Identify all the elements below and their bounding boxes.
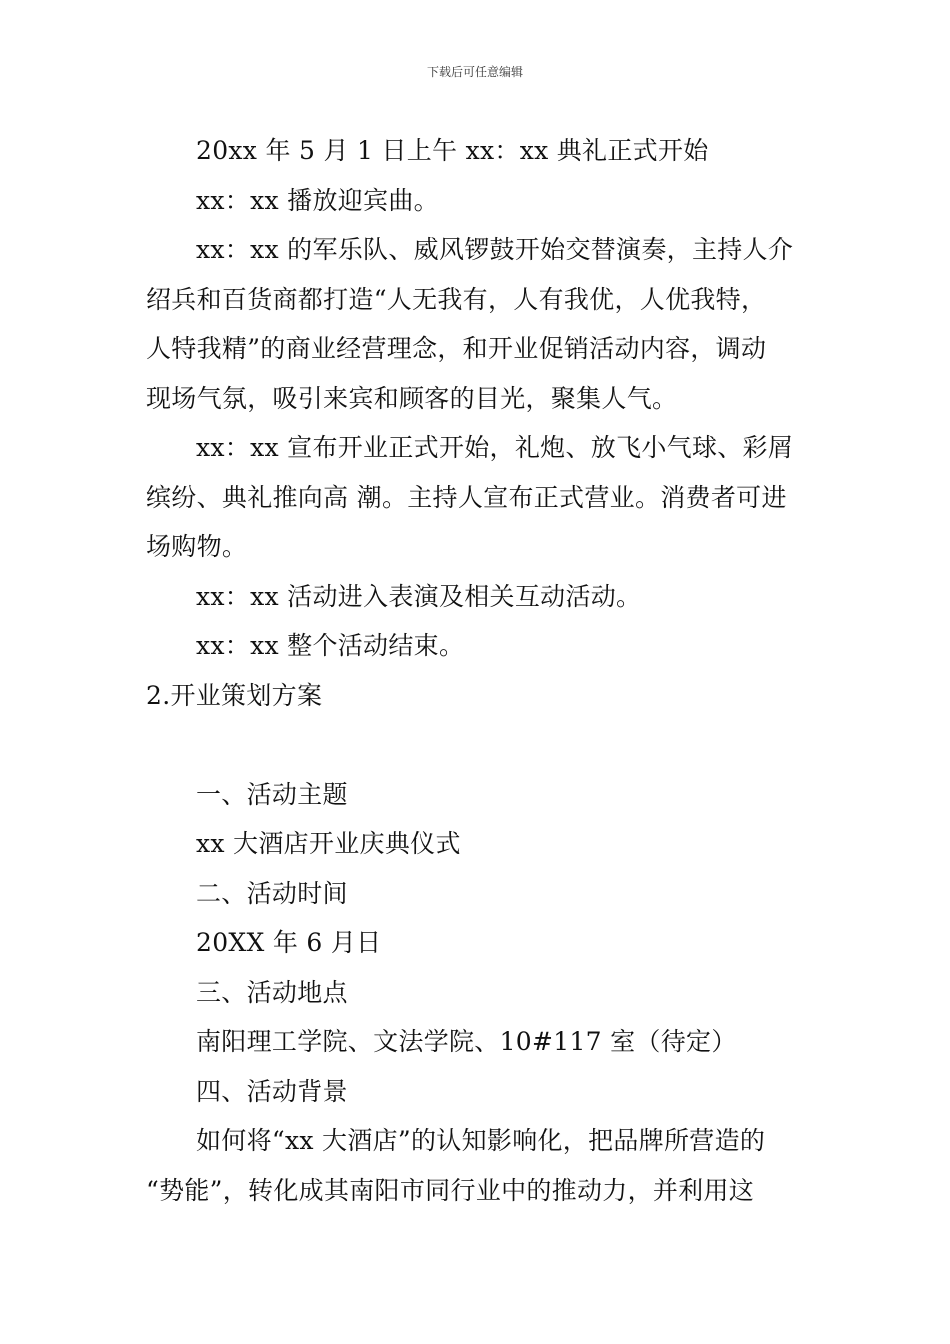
text-line: xx 大酒店开业庆典仪式 [196, 829, 461, 858]
text-line: 南阳理工学院、文法学院、10#117 室（待定） [196, 1027, 737, 1056]
text-line: 如何将“xx 大酒店”的认知影响化，把品牌所营造的 [196, 1126, 766, 1155]
subsection-heading: 三、活动地点 [196, 977, 348, 1007]
section-heading: 2.开业策划方案 [146, 680, 323, 710]
text-line: xx：xx 宣布开业正式开始，礼炮、放飞小气球、彩屑 [196, 433, 794, 462]
text-line: 场购物。 [146, 532, 248, 561]
text-line: 绍兵和百货商都打造“人无我有，人有我优，人优我特， [146, 284, 767, 314]
text-line: xx：xx 整个活动结束。 [196, 631, 465, 660]
text-line: xx：xx 的军乐队、威风锣鼓开始交替演奏，主持人介 [196, 235, 794, 264]
blank-line [146, 720, 808, 770]
document-body [146, 126, 808, 1215]
page-header: 下载后可任意编辑 [426, 65, 523, 79]
text-line: xx：xx 播放迎宾曲。 [196, 185, 439, 215]
text-line: 20xx 年 5 月 1 日上午 xx：xx 典礼正式开始 [196, 136, 709, 165]
text-line: “势能”，转化成其南阳市同行业中的推动力，并利用这 [146, 1175, 755, 1205]
text-line: xx：xx 活动进入表演及相关互动活动。 [196, 581, 642, 611]
text-line: 现场气氛，吸引来宾和顾客的目光，聚集人气。 [146, 383, 678, 413]
text-line: 缤纷、典礼推向高 潮。主持人宣布正式营业。消费者可进 [146, 482, 787, 512]
subsection-heading: 二、活动时间 [196, 878, 348, 908]
subsection-heading: 四、活动背景 [196, 1076, 348, 1106]
subsection-heading: 一、活动主题 [196, 779, 348, 809]
text-line: 人特我精”的商业经营理念，和开业促销活动内容，调动 [146, 334, 767, 363]
text-line: 20XX 年 6 月日 [196, 928, 382, 957]
